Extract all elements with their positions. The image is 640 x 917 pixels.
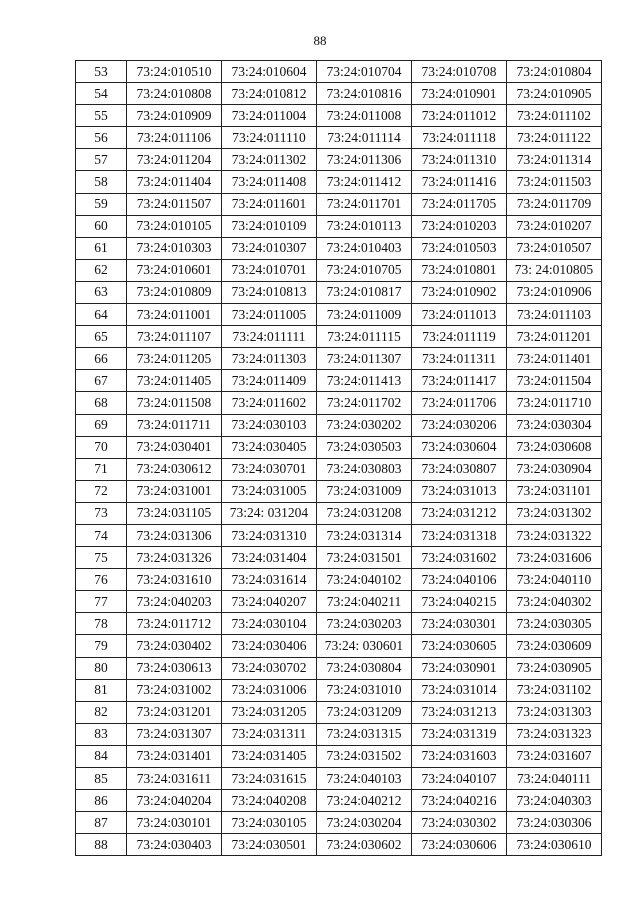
cadastral-code-cell: 73:24:040215	[412, 591, 507, 613]
row-number-cell: 59	[76, 193, 127, 215]
table-row	[76, 370, 602, 392]
row-number-cell: 70	[76, 436, 127, 458]
cadastral-code-cell: 73:24:011601	[222, 193, 317, 215]
cadastral-code-cell: 73:24:030804	[317, 657, 412, 679]
cadastral-code-cell: 73:24:031212	[412, 502, 507, 524]
row-number-cell: 55	[76, 105, 127, 127]
cadastral-code-cell: 73:24:030105	[222, 812, 317, 834]
cadastral-code-cell: 73:24:011314	[507, 149, 602, 171]
cadastral-code-cell: 73:24:010816	[317, 83, 412, 105]
row-number-cell: 57	[76, 149, 127, 171]
row-number-cell: 85	[76, 768, 127, 790]
row-number-cell: 74	[76, 524, 127, 546]
cadastral-code-cell: 73:24:010804	[507, 61, 602, 83]
cadastral-code-cell: 73:24:031314	[317, 524, 412, 546]
cadastral-code-cell: 73:24:031502	[317, 745, 412, 767]
cadastral-code-cell: 73:24:031205	[222, 701, 317, 723]
cadastral-code-cell: 73:24:010105	[127, 215, 222, 237]
row-number-cell: 75	[76, 547, 127, 569]
cadastral-code-cell: 73:24:030608	[507, 436, 602, 458]
cadastral-code-cell: 73:24:031101	[507, 480, 602, 502]
row-number-cell: 78	[76, 613, 127, 635]
cadastral-code-cell: 73:24:030905	[507, 657, 602, 679]
cadastral-code-cell: 73:24:011412	[317, 171, 412, 193]
row-number-cell: 76	[76, 569, 127, 591]
cadastral-code-cell: 73:24:010909	[127, 105, 222, 127]
row-number-cell: 80	[76, 657, 127, 679]
cadastral-code-cell: 73:24:010813	[222, 281, 317, 303]
row-number-cell: 65	[76, 326, 127, 348]
cadastral-code-cell: 73:24:011706	[412, 392, 507, 414]
table-row	[76, 105, 602, 127]
cadastral-code-cell: 73:24:031002	[127, 679, 222, 701]
cadastral-code-cell: 73:24:030803	[317, 458, 412, 480]
cadastral-code-cell: 73:24:030406	[222, 635, 317, 657]
cadastral-code-cell: 73:24:011122	[507, 127, 602, 149]
cadastral-code-cell: 73:24:011417	[412, 370, 507, 392]
table-row	[76, 215, 602, 237]
cadastral-code-cell: 73:24:030101	[127, 812, 222, 834]
cadastral-code-cell: 73:24:010801	[412, 259, 507, 281]
cadastral-code-cell: 73:24:040212	[317, 790, 412, 812]
cadastral-code-cell: 73:24:031006	[222, 679, 317, 701]
cadastral-code-cell: 73:24:030501	[222, 834, 317, 856]
cadastral-code-cell: 73:24:010307	[222, 237, 317, 259]
cadastral-code-cell: 73:24:011102	[507, 105, 602, 127]
cadastral-code-cell: 73:24:031303	[507, 701, 602, 723]
cadastral-code-cell: 73:24:030606	[412, 834, 507, 856]
cadastral-code-cell: 73:24:010708	[412, 61, 507, 83]
cadastral-code-cell: 73:24:011602	[222, 392, 317, 414]
cadastral-code-cell: 73:24:011712	[127, 613, 222, 635]
cadastral-code-cell: 73:24:040207	[222, 591, 317, 613]
row-number-cell: 73	[76, 502, 127, 524]
cadastral-code-cell: 73:24:011303	[222, 348, 317, 370]
cadastral-code-cell: 73:24:010905	[507, 83, 602, 105]
cadastral-code-cell: 73:24:031319	[412, 723, 507, 745]
table-row	[76, 812, 602, 834]
cadastral-code-cell: 73:24:011110	[222, 127, 317, 149]
table-row	[76, 304, 602, 326]
table-row	[76, 326, 602, 348]
cadastral-code-cell: 73:24:011310	[412, 149, 507, 171]
cadastral-code-cell: 73:24:040107	[412, 768, 507, 790]
cadastral-code-cell: 73:24:010812	[222, 83, 317, 105]
cadastral-code-cell: 73:24:030613	[127, 657, 222, 679]
cadastral-code-cell: 73:24:031606	[507, 547, 602, 569]
table-row	[76, 569, 602, 591]
cadastral-code-cell: 73:24:011404	[127, 171, 222, 193]
cadastral-code-cell: 73:24:030401	[127, 436, 222, 458]
cadastral-code-cell: 73:24:040203	[127, 591, 222, 613]
table-row	[76, 834, 602, 856]
cadastral-code-cell: 73:24:040216	[412, 790, 507, 812]
cadastral-code-cell: 73:24:030204	[317, 812, 412, 834]
cadastral-code-cell: 73:24:011103	[507, 304, 602, 326]
row-number-cell: 67	[76, 370, 127, 392]
cadastral-code-cell: 73:24:031614	[222, 569, 317, 591]
table-row	[76, 83, 602, 105]
cadastral-code-cell: 73:24:030604	[412, 436, 507, 458]
cadastral-code-cell: 73:24:011114	[317, 127, 412, 149]
cadastral-code-cell: 73:24:040111	[507, 768, 602, 790]
table-row	[76, 149, 602, 171]
cadastral-code-cell: 73:24:011111	[222, 326, 317, 348]
cadastral-code-cell: 73:24:031302	[507, 502, 602, 524]
cadastral-code-cell: 73:24:030304	[507, 414, 602, 436]
table-row	[76, 237, 602, 259]
table-row	[76, 61, 602, 83]
cadastral-code-cell: 73:24:011008	[317, 105, 412, 127]
cadastral-code-cell: 73:24:030609	[507, 635, 602, 657]
table-row	[76, 281, 602, 303]
cadastral-code-cell: 73:24:011710	[507, 392, 602, 414]
cadastral-code-cell: 73:24:030103	[222, 414, 317, 436]
cadastral-code-cell: 73:24:031326	[127, 547, 222, 569]
cadastral-code-cell: 73:24:031005	[222, 480, 317, 502]
row-number-cell: 69	[76, 414, 127, 436]
cadastral-code-cell: 73:24:031611	[127, 768, 222, 790]
cadastral-code-cell: 73:24:030610	[507, 834, 602, 856]
cadastral-code-cell: 73:24:011401	[507, 348, 602, 370]
cadastral-code-cell: 73:24:011508	[127, 392, 222, 414]
table-row	[76, 502, 602, 524]
cadastral-code-cell: 73:24: 031204	[222, 502, 317, 524]
table-row	[76, 701, 602, 723]
cadastral-code-cell: 73:24:030807	[412, 458, 507, 480]
cadastral-code-cell: 73:24:011106	[127, 127, 222, 149]
cadastral-code-cell: 73:24:011013	[412, 304, 507, 326]
row-number-cell: 84	[76, 745, 127, 767]
cadastral-code-cell: 73:24:010701	[222, 259, 317, 281]
cadastral-code-cell: 73:24:031213	[412, 701, 507, 723]
row-number-cell: 81	[76, 679, 127, 701]
row-number-cell: 79	[76, 635, 127, 657]
cadastral-code-cell: 73:24:031209	[317, 701, 412, 723]
cadastral-code-cell: 73:24:011204	[127, 149, 222, 171]
cadastral-code-cell: 73:24:010705	[317, 259, 412, 281]
cadastral-code-cell: 73:24:031307	[127, 723, 222, 745]
cadastral-code-cell: 73:24:040302	[507, 591, 602, 613]
cadastral-code-cell: 73:24:040106	[412, 569, 507, 591]
cadastral-code-cell: 73:24:010109	[222, 215, 317, 237]
cadastral-code-cell: 73:24:030702	[222, 657, 317, 679]
cadastral-code-cell: 73:24:010906	[507, 281, 602, 303]
cadastral-code-cell: 73:24:030302	[412, 812, 507, 834]
cadastral-code-cell: 73:24:011306	[317, 149, 412, 171]
cadastral-code-cell: 73:24:030405	[222, 436, 317, 458]
table-row	[76, 414, 602, 436]
cadastral-code-cell: 73:24:010604	[222, 61, 317, 83]
cadastral-code-cell: 73:24:010207	[507, 215, 602, 237]
cadastral-code-cell: 73:24:010203	[412, 215, 507, 237]
row-number-cell: 71	[76, 458, 127, 480]
cadastral-code-cell: 73:24:031615	[222, 768, 317, 790]
cadastral-code-cell: 73:24:010503	[412, 237, 507, 259]
cadastral-code-cell: 73:24:011413	[317, 370, 412, 392]
cadastral-code-cell: 73:24:031405	[222, 745, 317, 767]
cadastral-code-cell: 73:24:011709	[507, 193, 602, 215]
cadastral-code-cell: 73:24:030305	[507, 613, 602, 635]
cadastral-code-cell: 73:24:011409	[222, 370, 317, 392]
cadastral-code-cell: 73:24:030402	[127, 635, 222, 657]
cadastral-code-cell: 73:24:030403	[127, 834, 222, 856]
cadastral-code-cell: 73:24:010901	[412, 83, 507, 105]
row-number-cell: 88	[76, 834, 127, 856]
cadastral-code-cell: 73:24:011307	[317, 348, 412, 370]
row-number-cell: 53	[76, 61, 127, 83]
table-row	[76, 657, 602, 679]
cadastral-code-cell: 73: 24:010805	[507, 259, 602, 281]
cadastral-code-cell: 73:24:011004	[222, 105, 317, 127]
table-row	[76, 480, 602, 502]
table-row	[76, 790, 602, 812]
cadastral-code-cell: 73:24:030503	[317, 436, 412, 458]
cadastral-code-cell: 73:24:031311	[222, 723, 317, 745]
row-number-cell: 63	[76, 281, 127, 303]
cadastral-code-cell: 73:24:031607	[507, 745, 602, 767]
cadastral-code-cell: 73:24:011119	[412, 326, 507, 348]
cadastral-code-cell: 73:24:030602	[317, 834, 412, 856]
cadastral-code-cell: 73:24:030612	[127, 458, 222, 480]
table-row	[76, 547, 602, 569]
row-number-cell: 58	[76, 171, 127, 193]
cadastral-code-cell: 73:24:040103	[317, 768, 412, 790]
row-number-cell: 82	[76, 701, 127, 723]
table-row	[76, 436, 602, 458]
cadastral-code-cell: 73:24:010601	[127, 259, 222, 281]
cadastral-code-cell: 73:24:010809	[127, 281, 222, 303]
cadastral-code-cell: 73:24:011118	[412, 127, 507, 149]
table-row	[76, 613, 602, 635]
cadastral-code-cell: 73:24:040303	[507, 790, 602, 812]
row-number-cell: 77	[76, 591, 127, 613]
cadastral-code-cell: 73:24:011302	[222, 149, 317, 171]
cadastral-code-cell: 73:24:031208	[317, 502, 412, 524]
cadastral-code-cell: 73:24:031014	[412, 679, 507, 701]
cadastral-code-cell: 73:24:040208	[222, 790, 317, 812]
cadastral-code-cell: 73:24:031501	[317, 547, 412, 569]
table-row	[76, 723, 602, 745]
cadastral-code-cell: 73:24:011503	[507, 171, 602, 193]
row-number-cell: 72	[76, 480, 127, 502]
row-number-cell: 68	[76, 392, 127, 414]
row-number-cell: 56	[76, 127, 127, 149]
row-number-cell: 83	[76, 723, 127, 745]
cadastral-code-cell: 73:24:031318	[412, 524, 507, 546]
cadastral-code-cell: 73:24:030203	[317, 613, 412, 635]
cadastral-code-cell: 73:24:011711	[127, 414, 222, 436]
page-number: 88	[313, 33, 327, 48]
table-row	[76, 745, 602, 767]
cadastral-code-cell: 73:24:011107	[127, 326, 222, 348]
cadastral-code-cell: 73:24:011001	[127, 304, 222, 326]
cadastral-code-cell: 73:24:011201	[507, 326, 602, 348]
cadastral-code-cell: 73:24:031401	[127, 745, 222, 767]
cadastral-code-cell: 73:24:031102	[507, 679, 602, 701]
table-row	[76, 127, 602, 149]
table-row	[76, 348, 602, 370]
cadastral-code-cell: 73:24:031001	[127, 480, 222, 502]
row-number-cell: 86	[76, 790, 127, 812]
table-row	[76, 768, 602, 790]
cadastral-code-cell: 73:24:040102	[317, 569, 412, 591]
table-row	[76, 524, 602, 546]
cadastral-code-cell: 73:24:010817	[317, 281, 412, 303]
row-number-cell: 54	[76, 83, 127, 105]
cadastral-code-cell: 73:24:011701	[317, 193, 412, 215]
cadastral-code-cell: 73:24:010510	[127, 61, 222, 83]
cadastral-blocks-table	[75, 60, 602, 856]
cadastral-code-cell: 73:24:040204	[127, 790, 222, 812]
cadastral-code-cell: 73:24: 030601	[317, 635, 412, 657]
cadastral-code-cell: 73:24:010403	[317, 237, 412, 259]
cadastral-code-cell: 73:24:030901	[412, 657, 507, 679]
cadastral-code-cell: 73:24:011115	[317, 326, 412, 348]
cadastral-code-cell: 73:24:011416	[412, 171, 507, 193]
cadastral-code-cell: 73:24:011205	[127, 348, 222, 370]
table-row	[76, 171, 602, 193]
cadastral-code-cell: 73:24:010113	[317, 215, 412, 237]
table-row	[76, 458, 602, 480]
cadastral-code-cell: 73:24:011405	[127, 370, 222, 392]
cadastral-code-cell: 73:24:030904	[507, 458, 602, 480]
cadastral-code-cell: 73:24:030605	[412, 635, 507, 657]
table-row	[76, 635, 602, 657]
cadastral-code-cell: 73:24:011005	[222, 304, 317, 326]
row-number-cell: 64	[76, 304, 127, 326]
cadastral-code-cell: 73:24:011012	[412, 105, 507, 127]
table-row	[76, 259, 602, 281]
table-body	[76, 61, 602, 856]
cadastral-code-cell: 73:24:031306	[127, 524, 222, 546]
row-number-cell: 60	[76, 215, 127, 237]
cadastral-code-cell: 73:24:011504	[507, 370, 602, 392]
cadastral-code-cell: 73:24:030301	[412, 613, 507, 635]
cadastral-code-cell: 73:24:031315	[317, 723, 412, 745]
cadastral-code-cell: 73:24:011507	[127, 193, 222, 215]
row-number-cell: 62	[76, 259, 127, 281]
table-row	[76, 193, 602, 215]
cadastral-code-cell: 73:24:031009	[317, 480, 412, 502]
cadastral-code-cell: 73:24:011408	[222, 171, 317, 193]
cadastral-code-cell: 73:24:011311	[412, 348, 507, 370]
row-number-cell: 87	[76, 812, 127, 834]
cadastral-code-cell: 73:24:031323	[507, 723, 602, 745]
cadastral-code-cell: 73:24:030202	[317, 414, 412, 436]
cadastral-code-cell: 73:24:010704	[317, 61, 412, 83]
table-row	[76, 392, 602, 414]
cadastral-code-cell: 73:24:040110	[507, 569, 602, 591]
cadastral-code-cell: 73:24:031013	[412, 480, 507, 502]
cadastral-code-cell: 73:24:030104	[222, 613, 317, 635]
cadastral-code-cell: 73:24:031310	[222, 524, 317, 546]
cadastral-code-cell: 73:24:010303	[127, 237, 222, 259]
cadastral-code-cell: 73:24:010902	[412, 281, 507, 303]
cadastral-code-cell: 73:24:011702	[317, 392, 412, 414]
table-row	[76, 591, 602, 613]
cadastral-code-cell: 73:24:030701	[222, 458, 317, 480]
cadastral-code-cell: 73:24:031603	[412, 745, 507, 767]
cadastral-code-cell: 73:24:030206	[412, 414, 507, 436]
cadastral-code-cell: 73:24:031010	[317, 679, 412, 701]
cadastral-code-cell: 73:24:030306	[507, 812, 602, 834]
cadastral-code-cell: 73:24:031322	[507, 524, 602, 546]
cadastral-code-cell: 73:24:031610	[127, 569, 222, 591]
cadastral-code-cell: 73:24:010808	[127, 83, 222, 105]
cadastral-code-cell: 73:24:031602	[412, 547, 507, 569]
row-number-cell: 61	[76, 237, 127, 259]
cadastral-code-cell: 73:24:031201	[127, 701, 222, 723]
cadastral-code-cell: 73:24:011705	[412, 193, 507, 215]
cadastral-code-cell: 73:24:031404	[222, 547, 317, 569]
cadastral-code-cell: 73:24:011009	[317, 304, 412, 326]
table-row	[76, 679, 602, 701]
cadastral-code-cell: 73:24:040211	[317, 591, 412, 613]
cadastral-code-cell: 73:24:010507	[507, 237, 602, 259]
cadastral-code-cell: 73:24:031105	[127, 502, 222, 524]
row-number-cell: 66	[76, 348, 127, 370]
